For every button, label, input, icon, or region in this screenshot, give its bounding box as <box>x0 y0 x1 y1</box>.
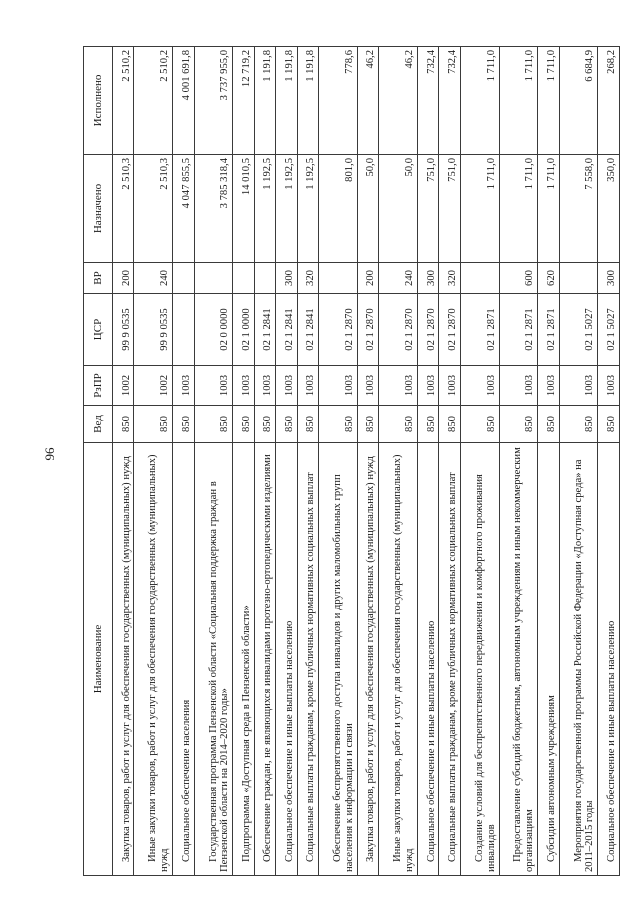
cell-name-text: Социальные выплаты гражданам, кроме публичных нормативных социальных выплат <box>447 472 459 862</box>
cell-ved: 850 <box>297 406 318 443</box>
table-row <box>297 47 318 876</box>
cell-csr: 02 1 2871 <box>499 294 538 366</box>
cell-csr: 02 1 5027 <box>598 294 620 366</box>
cell-assigned: 1 192,5 <box>297 155 318 263</box>
cell-name-text: Иные закупки товаров, работ и услуг для обеспечения государственных (муниципальных) нужд <box>147 454 171 872</box>
budget-table <box>83 46 620 876</box>
cell-name <box>538 443 559 876</box>
cell-ved: 850 <box>499 406 538 443</box>
cell-executed: 1 191,8 <box>276 47 297 155</box>
cell-ved: 850 <box>319 406 358 443</box>
cell-executed: 6 684,9 <box>559 47 598 155</box>
cell-name <box>598 443 620 876</box>
cell-csr: 02 1 2841 <box>276 294 297 366</box>
cell-name <box>499 443 538 876</box>
cell-assigned: 1 192,5 <box>276 155 297 263</box>
cell-name-text: Субсидии автономным учреждениям <box>545 695 557 862</box>
cell-name-text: Обеспечение беспрепятственного доступа инвалидов и других маломобильных групп населения к информации и связи <box>332 474 355 872</box>
cell-assigned: 1 711,0 <box>460 155 499 263</box>
cell-vr: 620 <box>538 263 559 294</box>
cell-executed: 46,2 <box>379 47 418 155</box>
cell-name-text: Создание условий для беспрепятственного передвижения и комфортного проживания инвалидов <box>473 474 497 872</box>
cell-name <box>276 443 297 876</box>
cell-name <box>173 443 194 876</box>
cell-csr: 02 0 0000 <box>194 294 233 366</box>
cell-rzpr: 1003 <box>417 366 438 406</box>
cell-ved: 850 <box>439 406 460 443</box>
cell-vr: 200 <box>357 263 378 294</box>
cell-ved: 850 <box>254 406 275 443</box>
cell-csr: 02 1 0000 <box>233 294 254 366</box>
cell-ved: 850 <box>598 406 620 443</box>
cell-executed: 12 719,2 <box>233 47 254 155</box>
cell-rzpr: 1003 <box>194 366 233 406</box>
table-row <box>417 47 438 876</box>
cell-rzpr: 1003 <box>254 366 275 406</box>
cell-executed: 778,6 <box>319 47 358 155</box>
cell-vr: 320 <box>297 263 318 294</box>
cell-name <box>113 443 134 876</box>
cell-name <box>134 443 173 876</box>
cell-csr: 02 1 2870 <box>319 294 358 366</box>
table-row <box>194 47 233 876</box>
header-ved: Вед <box>84 406 113 443</box>
cell-vr <box>194 263 233 294</box>
table-row <box>460 47 499 876</box>
cell-vr: 240 <box>379 263 418 294</box>
cell-name-text: Мероприятия государственной программы Российской Федерации «Доступная среда» на 2011–2015 годы <box>572 459 596 872</box>
cell-name-text: Предоставление субсидий бюджетным, автономным учреждениям и иным некоммерческим организациям <box>512 447 536 872</box>
cell-name <box>319 443 358 876</box>
cell-ved: 850 <box>233 406 254 443</box>
cell-executed: 3 737 955,0 <box>194 47 233 155</box>
cell-assigned: 751,0 <box>439 155 460 263</box>
cell-executed: 2 510,2 <box>134 47 173 155</box>
cell-vr <box>460 263 499 294</box>
cell-ved: 850 <box>460 406 499 443</box>
cell-executed: 732,4 <box>439 47 460 155</box>
cell-assigned: 350,0 <box>598 155 620 263</box>
cell-ved: 850 <box>538 406 559 443</box>
table-row <box>173 47 194 876</box>
cell-rzpr: 1003 <box>559 366 598 406</box>
cell-executed: 1 711,0 <box>499 47 538 155</box>
cell-assigned: 14 010,5 <box>233 155 254 263</box>
table-row <box>439 47 460 876</box>
cell-name-text: Подпрограмма «Доступная среда в Пензенской области» <box>240 605 252 862</box>
table-row <box>357 47 378 876</box>
cell-name-text: Социальные выплаты гражданам, кроме публичных нормативных социальных выплат <box>305 472 317 862</box>
cell-assigned: 751,0 <box>417 155 438 263</box>
table-row <box>134 47 173 876</box>
cell-rzpr: 1003 <box>379 366 418 406</box>
cell-csr: 02 1 2870 <box>439 294 460 366</box>
cell-rzpr: 1003 <box>297 366 318 406</box>
cell-name <box>233 443 254 876</box>
cell-csr: 02 1 2870 <box>417 294 438 366</box>
cell-name <box>194 443 233 876</box>
table-row <box>538 47 559 876</box>
cell-ved: 850 <box>173 406 194 443</box>
cell-assigned: 4 047 855,5 <box>173 155 194 263</box>
cell-rzpr: 1003 <box>173 366 194 406</box>
cell-vr: 600 <box>499 263 538 294</box>
cell-executed: 268,2 <box>598 47 620 155</box>
cell-ved: 850 <box>276 406 297 443</box>
cell-vr <box>173 263 194 294</box>
cell-csr <box>173 294 194 366</box>
table-row <box>319 47 358 876</box>
cell-name-text: Социальное обеспечение и иные выплаты населению <box>606 620 618 862</box>
cell-executed: 2 510,2 <box>113 47 134 155</box>
cell-executed: 4 001 691,8 <box>173 47 194 155</box>
table-row <box>113 47 134 876</box>
cell-vr: 200 <box>113 263 134 294</box>
table-row <box>379 47 418 876</box>
cell-vr <box>233 263 254 294</box>
cell-executed: 1 191,8 <box>297 47 318 155</box>
cell-name <box>439 443 460 876</box>
cell-ved: 850 <box>379 406 418 443</box>
cell-csr: 99 9 0535 <box>113 294 134 366</box>
cell-rzpr: 1003 <box>439 366 460 406</box>
cell-executed: 732,4 <box>417 47 438 155</box>
cell-ved: 850 <box>559 406 598 443</box>
cell-vr <box>559 263 598 294</box>
cell-name-text: Обеспечение граждан, не являющихся инвалидами протезно-ортопедическими изделиями <box>262 454 274 862</box>
table-row <box>499 47 538 876</box>
cell-executed: 1 711,0 <box>460 47 499 155</box>
cell-rzpr: 1003 <box>460 366 499 406</box>
table-row <box>254 47 275 876</box>
cell-assigned: 1 192,5 <box>254 155 275 263</box>
header-rzpr: РзПР <box>84 366 113 406</box>
table-row <box>559 47 598 876</box>
cell-assigned: 2 510,3 <box>134 155 173 263</box>
cell-name <box>460 443 499 876</box>
cell-assigned: 2 510,3 <box>113 155 134 263</box>
cell-assigned: 3 785 318,4 <box>194 155 233 263</box>
cell-ved: 850 <box>417 406 438 443</box>
cell-name <box>254 443 275 876</box>
cell-assigned: 7 558,0 <box>559 155 598 263</box>
cell-name <box>379 443 418 876</box>
cell-rzpr: 1002 <box>134 366 173 406</box>
cell-ved: 850 <box>134 406 173 443</box>
header-executed: Исполнено <box>84 47 113 155</box>
header-name: Наименование <box>84 443 113 876</box>
cell-vr: 240 <box>134 263 173 294</box>
cell-name-text: Закупка товаров, работ и услуг для обеспечения государственных (муниципальных) нужд <box>120 456 132 862</box>
cell-rzpr: 1003 <box>233 366 254 406</box>
cell-name-text: Социальное обеспечение и иные выплаты населению <box>425 620 437 862</box>
cell-name-text: Социальное обеспечение населения <box>180 699 192 862</box>
header-vr: ВР <box>84 263 113 294</box>
cell-name <box>297 443 318 876</box>
table-row <box>233 47 254 876</box>
cell-csr: 02 1 2870 <box>379 294 418 366</box>
cell-vr: 300 <box>276 263 297 294</box>
cell-vr: 320 <box>439 263 460 294</box>
cell-assigned: 50,0 <box>357 155 378 263</box>
table-header-row <box>84 47 113 876</box>
cell-name-text: Закупка товаров, работ и услуг для обеспечения государственных (муниципальных) нужд <box>365 456 377 862</box>
cell-vr: 300 <box>417 263 438 294</box>
cell-rzpr: 1003 <box>499 366 538 406</box>
header-assigned: Назначено <box>84 155 113 263</box>
cell-rzpr: 1003 <box>598 366 620 406</box>
cell-csr: 02 1 2841 <box>254 294 275 366</box>
cell-name-text: Социальное обеспечение и иные выплаты населению <box>283 620 295 862</box>
cell-executed: 46,2 <box>357 47 378 155</box>
cell-csr: 02 1 2841 <box>297 294 318 366</box>
cell-ved: 850 <box>113 406 134 443</box>
cell-csr: 99 9 0535 <box>134 294 173 366</box>
page-number: 96 <box>42 447 57 461</box>
cell-name <box>357 443 378 876</box>
cell-rzpr: 1003 <box>357 366 378 406</box>
cell-vr <box>319 263 358 294</box>
cell-vr: 300 <box>598 263 620 294</box>
cell-csr: 02 1 5027 <box>559 294 598 366</box>
cell-name-text: Государственная программа Пензенской области «Социальная поддержка граждан в Пензенской области на 2014–2020 годы» <box>207 481 231 872</box>
table-row <box>276 47 297 876</box>
cell-assigned: 1 711,0 <box>499 155 538 263</box>
header-csr: ЦСР <box>84 294 113 366</box>
cell-name-text: Иные закупки товаров, работ и услуг для обеспечения государственных (муниципальных) нужд <box>392 454 416 872</box>
cell-assigned: 50,0 <box>379 155 418 263</box>
cell-rzpr: 1003 <box>319 366 358 406</box>
cell-rzpr: 1003 <box>276 366 297 406</box>
cell-ved: 850 <box>357 406 378 443</box>
cell-vr <box>254 263 275 294</box>
cell-name <box>417 443 438 876</box>
cell-csr: 02 1 2871 <box>460 294 499 366</box>
cell-rzpr: 1002 <box>113 366 134 406</box>
cell-csr: 02 1 2870 <box>357 294 378 366</box>
table-row <box>598 47 620 876</box>
cell-rzpr: 1003 <box>538 366 559 406</box>
rotated-table-container <box>83 47 620 876</box>
cell-ved: 850 <box>194 406 233 443</box>
cell-assigned: 1 711,0 <box>538 155 559 263</box>
cell-executed: 1 711,0 <box>538 47 559 155</box>
cell-assigned: 801,0 <box>319 155 358 263</box>
cell-executed: 1 191,8 <box>254 47 275 155</box>
cell-name <box>559 443 598 876</box>
cell-csr: 02 1 2871 <box>538 294 559 366</box>
